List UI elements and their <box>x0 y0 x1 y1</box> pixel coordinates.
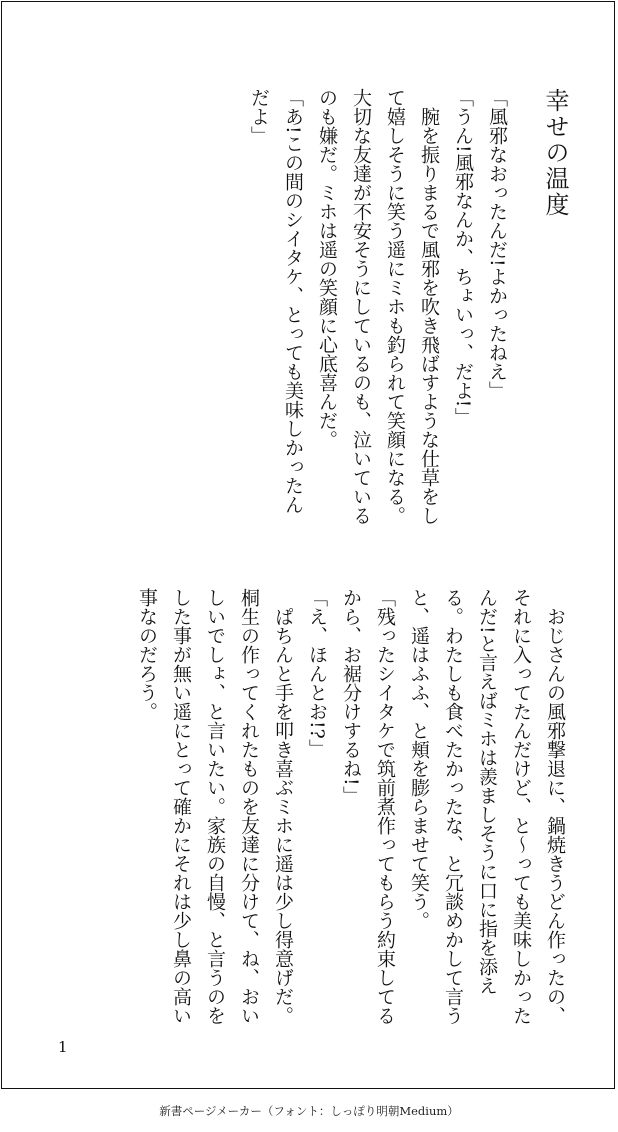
bottom-text-tier <box>42 588 572 1026</box>
paragraph: 「え、ほんとお!?」 <box>306 588 328 758</box>
paragraph: 「風邪なおったんだ!よかったねえ」 <box>486 88 508 400</box>
paragraph: 大切な友達が不安そうにしているのも、泣いているのも嫌だ。ミホは遥の笑顔に心底喜んだ。 <box>316 88 372 525</box>
chapter-title: 幸せの温度 <box>541 88 569 218</box>
footer-credit: 新書ページメーカー（フォント：しっぽり明朝Medium） <box>159 1104 459 1118</box>
paragraph: おじさんの風邪撃退に、鍋焼きうどん作ったの、それに入ってたんだけど、と～っても美味しかったんだ!と言えばミホは羨ましそうに口に指を添える。わたしも食べたかったな、と冗談めかして言うと、遥はふふ、と頬を膨らませて笑う。 <box>408 588 566 1025</box>
book-page <box>1 1 615 1089</box>
paragraph: 腕を振りまるで風邪を吹き飛ばすような仕草をして嬉しそうに笑う遥にミホも釣られて笑顔になる。 <box>384 88 440 525</box>
paragraph: 「残ったシイタケで筑前煮作ってもらう約束してるから、お裾分けするね!」 <box>340 588 396 1025</box>
page-number: 1 <box>58 1038 68 1056</box>
paragraph: 「うん!風邪なんか、ちょいっ、だよ!」 <box>452 88 474 427</box>
paragraph: ぱちんと手を叩き喜ぶミホに遥は少し得意げだ。桐生の作ってくれたものを友達に分けて、ね、おいしいでしょ、と言いたい。家族の自慢、と言うのをした事が無い遥にとって確かにそれは少し鼻の高い事なのだろう。 <box>136 588 294 1025</box>
top-text-tier <box>42 88 572 526</box>
paragraph: 「あ!この間のシイタケ、とっても美味しかったんだよ」 <box>248 88 304 514</box>
